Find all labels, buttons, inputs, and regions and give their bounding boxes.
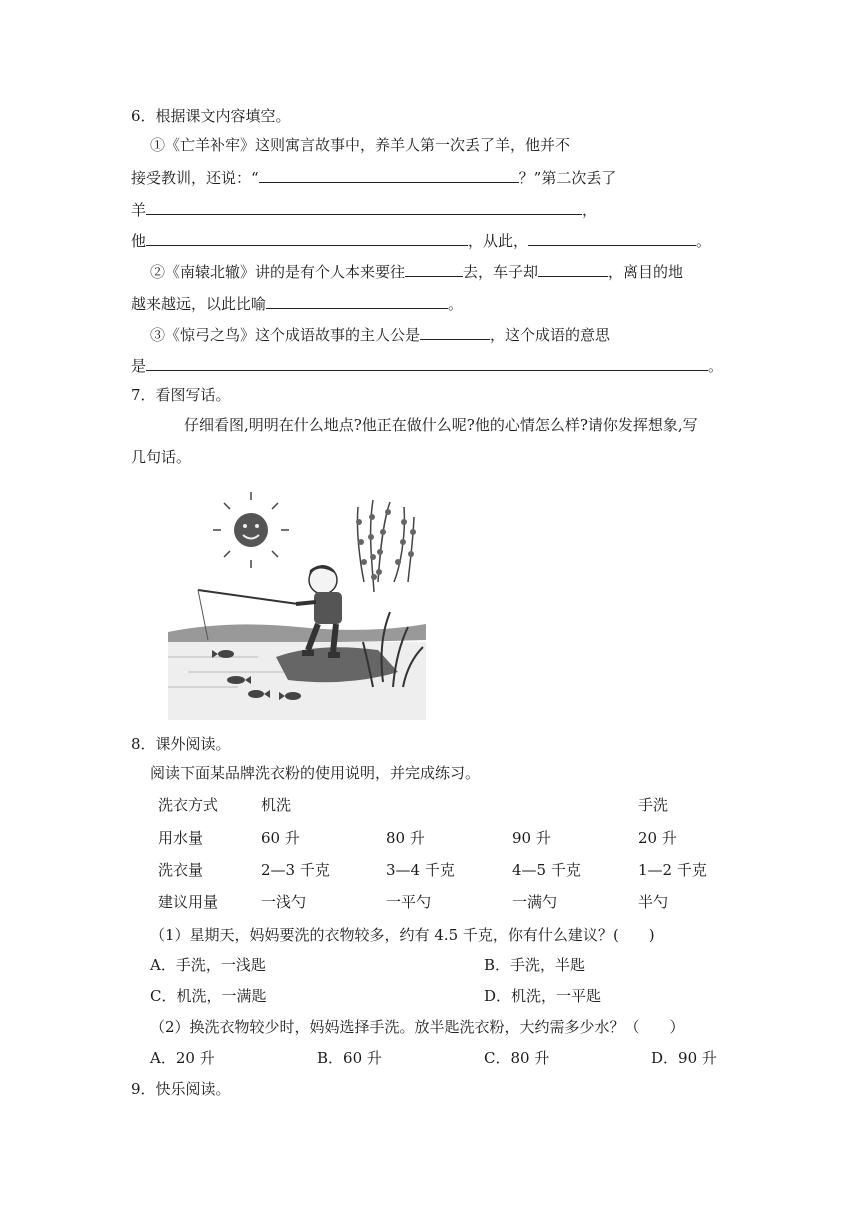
answer-blank-4[interactable]	[528, 229, 696, 246]
q8-title: 8．课外阅读。	[131, 735, 231, 753]
table-cell: 机洗	[261, 796, 292, 814]
answer-blank-5[interactable]	[405, 260, 463, 277]
q8-sub1-option-a[interactable]: A．手洗，一浅匙	[150, 956, 266, 974]
table-cell: 1—2 千克	[638, 861, 707, 879]
q6-item2-line2	[131, 292, 463, 315]
q6-item3-line2	[131, 354, 723, 377]
fishing-rod	[198, 590, 298, 604]
q6-item1-text-f: ，从此，	[468, 232, 529, 250]
table-cell: 20 升	[638, 829, 677, 847]
q8-sub2-option-c[interactable]: C．80 升	[484, 1049, 550, 1067]
q6-title: 6．根据课文内容填空。	[131, 107, 291, 125]
table-cell: 一满勺	[512, 893, 558, 911]
boy-fishing-illustration	[168, 482, 426, 720]
q6-item2-text-c: ，离目的地	[608, 263, 684, 281]
q6-item3-text-a: ③《惊弓之鸟》这个成语故事的主人公是	[150, 326, 421, 344]
q6-item3-line1	[150, 323, 610, 346]
q9-title: 9．快乐阅读。	[131, 1080, 231, 1098]
q8-sub2-option-b[interactable]: B．60 升	[317, 1049, 382, 1067]
table-cell: 4—5 千克	[512, 861, 581, 879]
table-cell: 洗衣量	[158, 861, 204, 879]
table-cell: 用水量	[158, 829, 204, 847]
answer-blank-7[interactable]	[266, 292, 448, 309]
table-cell: 手洗	[638, 796, 669, 814]
q6-item1-text-d: ，	[582, 201, 598, 219]
table-cell: 3—4 千克	[386, 861, 455, 879]
q8-sub2-question: （2）换洗衣物较少时，妈妈选择手洗。放半匙洗衣粉，大约需多少水？（ ）	[150, 1018, 685, 1036]
q7-title: 7．看图写话。	[131, 386, 231, 404]
answer-blank-6[interactable]	[538, 260, 608, 277]
sun-icon	[213, 492, 289, 568]
q6-item3-text-c: 是	[131, 357, 147, 375]
answer-blank-3[interactable]	[146, 229, 468, 246]
q6-item2-line1	[150, 260, 683, 283]
q8-intro: 阅读下面某品牌洗衣粉的使用说明，并完成练习。	[150, 764, 481, 782]
q6-item3-text-b: ，这个成语的意思	[490, 326, 611, 344]
table-cell: 建议用量	[158, 893, 219, 911]
q6-item1-text-g: 。	[696, 232, 712, 250]
q6-item1-line3	[131, 198, 597, 221]
q6-item1-text-c: 羊	[131, 201, 147, 219]
table-cell: 洗衣方式	[158, 796, 219, 814]
q8-sub2-option-a[interactable]: A．20 升	[150, 1049, 215, 1067]
table-cell: 90 升	[512, 829, 551, 847]
q8-sub2-option-d[interactable]: D．90 升	[651, 1049, 717, 1067]
answer-blank-1[interactable]	[259, 166, 519, 183]
q6-item2-text-e: 。	[448, 295, 464, 313]
answer-blank-8[interactable]	[420, 323, 490, 340]
q6-item2-text-d: 越来越远，以此比喻	[131, 295, 267, 313]
q6-item1-text-e: 他	[131, 232, 147, 250]
q8-sub1-option-c[interactable]: C．机洗，一满匙	[150, 987, 267, 1005]
q6-item2-text-b: 去，车子却	[463, 263, 539, 281]
table-cell: 80 升	[386, 829, 425, 847]
q8-sub1-question: （1）星期天，妈妈要洗的衣物较多，约有 4.5 千克，你有什么建议？( )	[150, 926, 655, 944]
q6-item1-line2	[131, 166, 616, 189]
q6-item3-text-d: 。	[708, 357, 724, 375]
q6-item1-line1: ①《亡羊补牢》这则寓言故事中，养羊人第一次丢了羊，他并不	[150, 136, 571, 154]
q6-item1-text-a: 接受教训，还说：“	[131, 169, 259, 187]
table-cell: 2—3 千克	[261, 861, 330, 879]
table-cell: 半勺	[638, 893, 669, 911]
table-cell: 一平勺	[386, 893, 432, 911]
q8-sub1-option-d[interactable]: D．机洗，一平匙	[484, 987, 602, 1005]
table-cell: 一浅勺	[261, 893, 307, 911]
q8-sub1-option-b[interactable]: B．手洗，半匙	[484, 956, 586, 974]
q6-item1-text-b: ？”第二次丢了	[518, 169, 617, 187]
table-cell: 60 升	[261, 829, 300, 847]
q6-item2-text-a: ②《南辕北辙》讲的是有个人本来要往	[150, 263, 406, 281]
answer-blank-2[interactable]	[146, 198, 582, 215]
q6-item1-line4	[131, 229, 711, 252]
answer-blank-9[interactable]	[146, 354, 708, 371]
q7-prompt-line1: 仔细看图,明明在什么地点?他正在做什么呢?他的心情怎么样?请你发挥想象,写	[184, 416, 698, 434]
q7-prompt-line2: 几句话。	[131, 448, 192, 466]
